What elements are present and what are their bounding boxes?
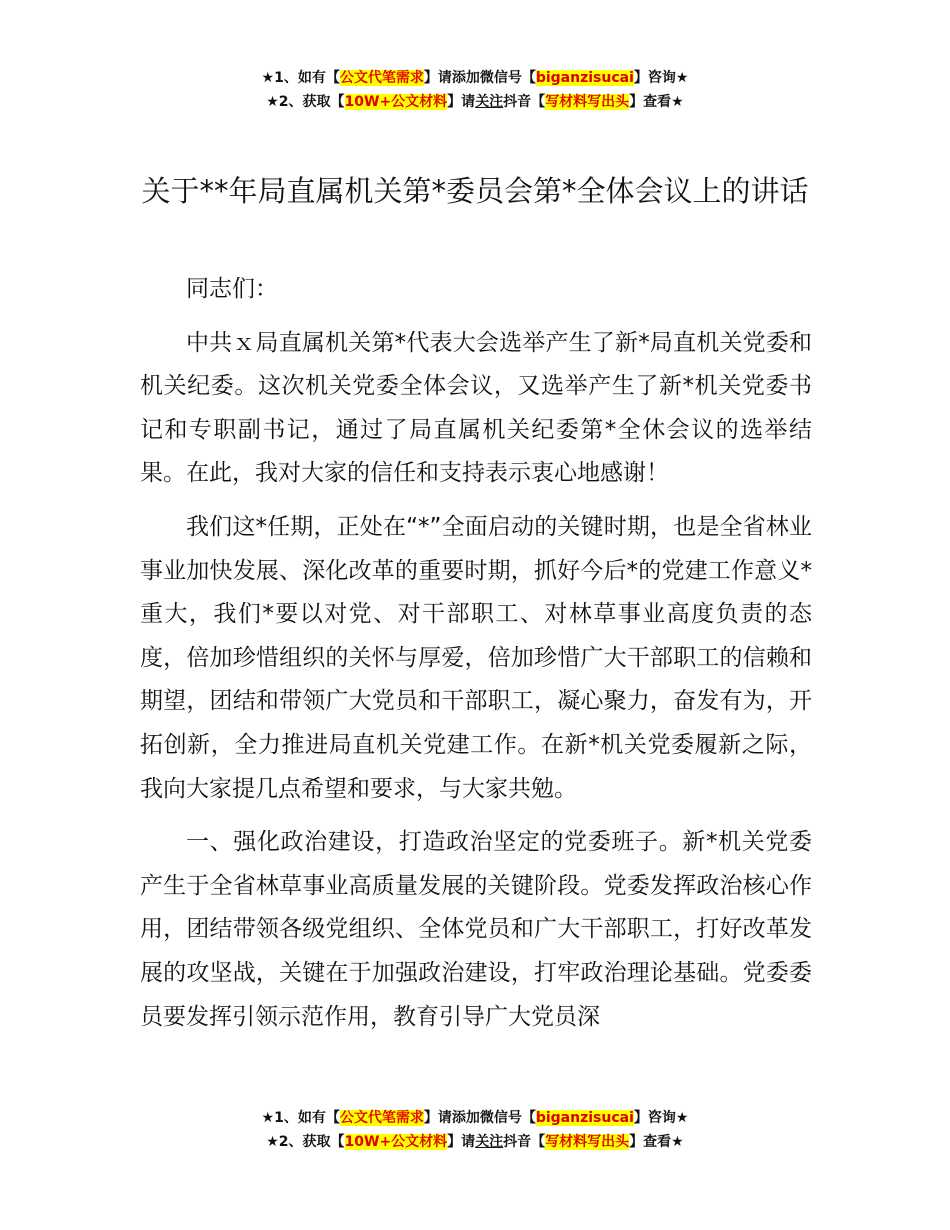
banner-highlight: 公文代笔需求 bbox=[339, 70, 424, 86]
banner-underlined-text: 关注 bbox=[475, 94, 504, 110]
document-title: 关于**年局直属机关第*委员会第*全体会议上的讲话 bbox=[141, 174, 809, 208]
banner-text: 抖音【 bbox=[503, 1134, 546, 1150]
salutation: 同志们： bbox=[186, 276, 278, 302]
bottom-banner bbox=[0, 1106, 950, 1154]
banner-line-1 bbox=[0, 1106, 950, 1130]
banner-text: 抖音【 bbox=[503, 94, 546, 110]
banner-highlight: 10W+公文材料 bbox=[344, 1134, 448, 1150]
banner-text: 】请添加微信号【 bbox=[423, 70, 536, 86]
banner-text: 】请 bbox=[447, 94, 476, 110]
banner-highlight-douyin: 写材料写出头 bbox=[545, 94, 630, 110]
banner-line-2 bbox=[0, 1130, 950, 1154]
banner-highlight-wechat: biganzisucai bbox=[535, 1110, 634, 1126]
banner-text: ★2、获取【 bbox=[266, 94, 345, 110]
banner-highlight: 公文代笔需求 bbox=[339, 1110, 424, 1126]
paragraph-2: 我们这*任期，正处在“*”全面启动的关键时期，也是全省林业事业加快发展、深化改革的重要时期，抓好今后*的党建工作意义*重大，我们*要以对党、对干部职工、对林草事业高度负责的态度，倍加珍惜组织的关怀与厚爱，倍加珍惜广大干部职工的信赖和期望，团结和带领广大党员和干部职工，凝心聚力，奋发有为，开拓创新，全力推进局直机关党建工作。在新*机关党委履新之际，我向大家提几点希望和要求，与大家共勉。 bbox=[140, 513, 812, 802]
banner-text: 】查看★ bbox=[629, 94, 684, 110]
banner-highlight: 10W+公文材料 bbox=[344, 94, 448, 110]
paragraph-1: 中共ｘ局直属机关第*代表大会选举产生了新*局直机关党委和机关纪委。这次机关党委全体会议，又选举产生了新*机关党委书记和专职副书记，通过了局直属机关纪委第*全休会议的选举结果。在此，我对大家的信任和支持表示衷心地感谢！ bbox=[140, 329, 812, 487]
document-body bbox=[140, 268, 812, 1039]
banner-text: ★1、如有【 bbox=[261, 1110, 340, 1126]
banner-text: 】咨询★ bbox=[633, 1110, 689, 1126]
banner-underlined-text: 关注 bbox=[475, 1134, 504, 1150]
banner-line-2 bbox=[0, 90, 950, 114]
banner-text: 】请添加微信号【 bbox=[423, 1110, 536, 1126]
banner-text: 】咨询★ bbox=[633, 70, 689, 86]
banner-highlight-douyin: 写材料写出头 bbox=[545, 1134, 630, 1150]
banner-text: 】请 bbox=[447, 1134, 476, 1150]
paragraph-3: 一、强化政治建设，打造政治坚定的党委班子。新*机关党委产生于全省林草事业高质量发展的关键阶段。党委发挥政治核心作用，团结带领各级党组织、全体党员和广大干部职工，打好改革发展的攻坚战，关键在于加强政治建设，打牢政治理论基础。党委委员要发挥引领示范作用，教育引导广大党员深 bbox=[140, 829, 812, 1030]
banner-line-1 bbox=[0, 66, 950, 90]
banner-highlight-wechat: biganzisucai bbox=[535, 70, 634, 86]
banner-text: 】查看★ bbox=[629, 1134, 684, 1150]
banner-text: ★2、获取【 bbox=[266, 1134, 345, 1150]
banner-text: ★1、如有【 bbox=[261, 70, 340, 86]
top-banner bbox=[0, 66, 950, 114]
